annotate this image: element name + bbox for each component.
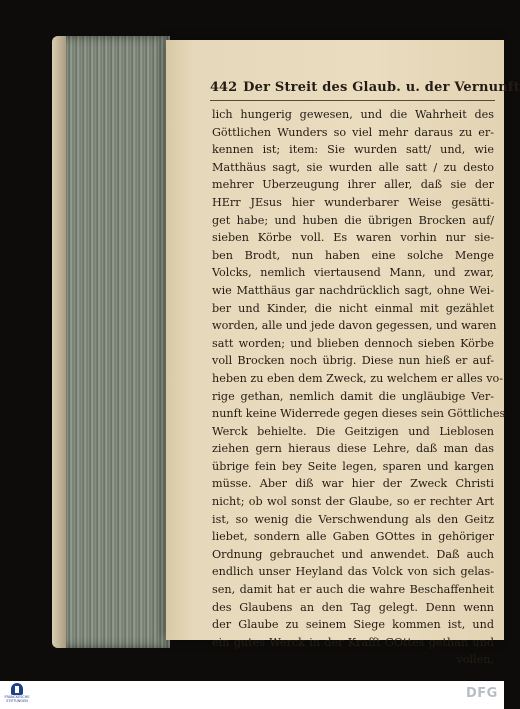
- library-logo: [2, 683, 32, 707]
- book-page-edges: [52, 36, 170, 648]
- library-logo-text: FRANCKESCHE STIFTUNGEN: [4, 695, 30, 703]
- text-line: Volcks, nemlich viertausend Mann, und zwar,: [212, 266, 494, 280]
- book-page: [166, 40, 520, 667]
- text-line: endlich unser Heyland das Volck von sich gelas-: [212, 565, 494, 579]
- text-line: ist, so wenig die Verschwendung als den Geitz: [212, 512, 494, 526]
- page-number: 442: [210, 80, 238, 95]
- text-line: müsse. Aber diß war hier der Zweck Christi: [212, 477, 494, 491]
- footer-bar: [0, 681, 504, 709]
- text-line: ein gutes Werck in der Krafft GOttes gethan und: [212, 635, 494, 649]
- text-line: rige gethan, nemlich damit die ungläubige Ver-: [212, 389, 494, 403]
- page-body: [212, 106, 506, 669]
- text-line: kennen ist; item: Sie wurden satt/ und, wie: [212, 143, 494, 157]
- text-line: Göttlichen Wunders so viel mehr daraus zu er-: [212, 125, 494, 139]
- text-line: liebet, sondern alle Gaben GOttes in gehöriger: [212, 530, 494, 544]
- text-line: nicht; ob wol sonst der Glaube, so er rechter Art: [212, 495, 494, 509]
- text-line: Ordnung gebrauchet und anwendet. Daß auch: [212, 547, 494, 561]
- text-line: sen, damit hat er auch die wahre Beschaffenheit: [212, 583, 494, 597]
- running-title: Der Streit des Glaub. u. der Vernunft: [243, 80, 520, 95]
- text-line: get habe; und huben die übrigen Brocken auf/: [212, 213, 494, 227]
- page-header: [210, 80, 520, 101]
- text-line: wie Matthäus gar nachdrücklich sagt, ohne Wei-: [212, 283, 494, 297]
- text-line: der Glaube zu seinem Siege kommen ist, und: [212, 618, 494, 632]
- text-line: worden, alle und jede davon gegessen, und waren: [212, 319, 497, 333]
- text-line: ber und Kinder, die nicht einmal mit gezählet: [212, 301, 494, 315]
- text-line: sieben Körbe voll. Es waren vorhin nur sie-: [212, 231, 494, 245]
- text-line: voll Brocken noch übrig. Diese nun hieß er auf-: [212, 354, 494, 368]
- text-line: übrige fein bey Seite legen, sparen und kargen: [212, 459, 494, 473]
- text-line: mehrer Uberzeugung ihrer aller, daß sie der: [212, 178, 494, 192]
- text-line: vollen,: [456, 653, 494, 667]
- text-line: HErr JEsus hier wunderbarer Weise gesätti-: [212, 195, 494, 209]
- text-line: lich hungerig gewesen, und die Wahrheit des: [212, 108, 494, 121]
- text-line: ziehen gern hieraus diese Lehre, daß man das: [212, 442, 494, 456]
- dfg-logo: DFG: [466, 686, 498, 701]
- library-seal-icon: [11, 683, 23, 695]
- text-line: Matthäus sagt, sie wurden alle satt / zu desto: [212, 160, 494, 174]
- text-line: heben zu eben dem Zweck, zu welchem er alles vo-: [212, 371, 504, 385]
- text-line: satt worden; und blieben dennoch sieben Körbe: [212, 336, 494, 350]
- text-line: Werck behielte. Die Geitzigen und Lieblosen: [212, 424, 494, 438]
- text-line: ben Brodt, nun haben eine solche Menge: [212, 248, 494, 262]
- text-line: nunft keine Widerrede gegen dieses sein Göttliches: [212, 407, 506, 421]
- text-line: des Glaubens an den Tag gelegt. Denn wenn: [212, 600, 494, 614]
